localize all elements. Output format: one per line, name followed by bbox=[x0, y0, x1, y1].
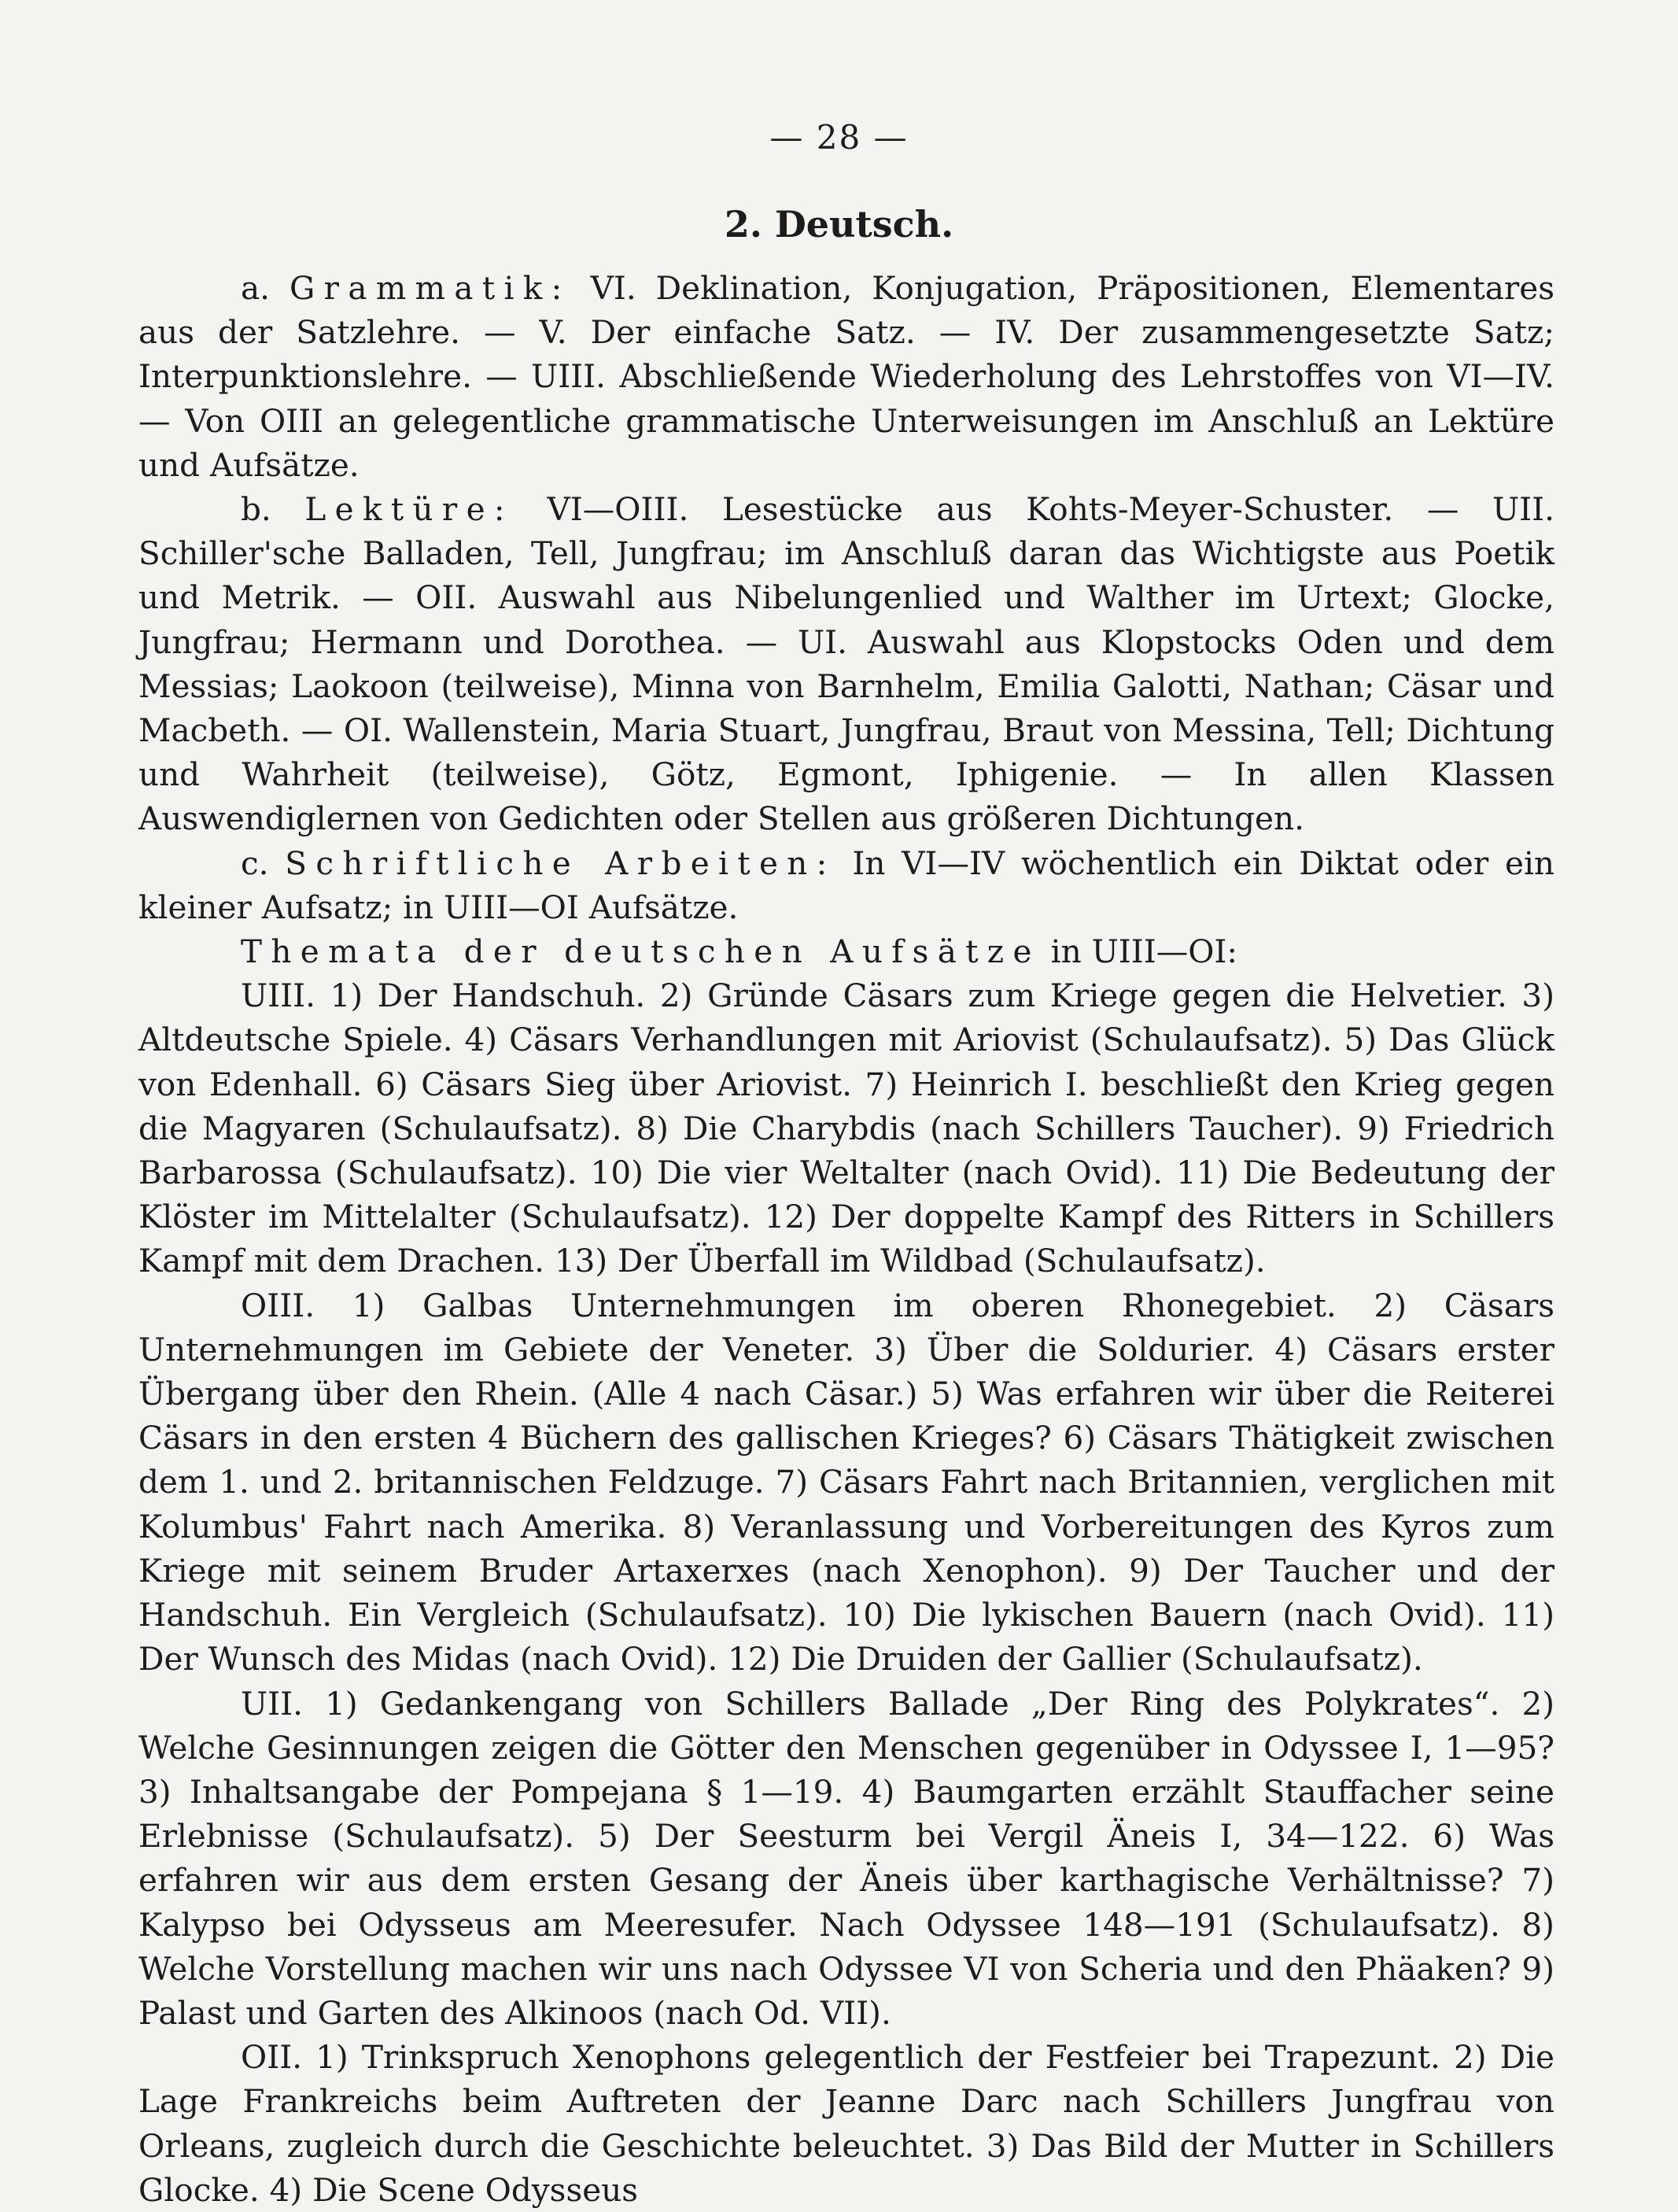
label-lektuere: Lektüre: bbox=[304, 490, 514, 529]
themata-uiii: UIII. 1) Der Handschuh. 2) Gründe Cäsars zum Kriege gegen die Helvetier. 3) Altdeutsche Spiele. 4) Cäsars Verhandlungen mit Ariovist (Schulaufsatz). 5) Das Glück von Edenhall. 6) Cäsars Sieg über Ariovist. 7) Heinrich I. beschließt den Krieg gegen die Magyaren (Schulaufsatz). 8) Die Charybdis (nach Schillers Taucher). 9) Friedrich Barbarossa (Schulaufsatz). 10) Die vier Weltalter (nach Ovid). 11) Die Bedeutung der Klöster im Mittelalter (Schulaufsatz). 12) Der doppelte Kampf des Ritters in Schillers Kampf mit dem Drachen. 13) Der Überfall im Wildbad (Schulaufsatz). bbox=[138, 977, 1554, 1280]
schriftliche-text: In VI—IV wöchentlich ein Diktat oder ein kleiner Aufsatz; in UIII—OI Aufsätze. bbox=[138, 844, 1554, 926]
themata-heading-label: Themata der deutschen Aufsätze bbox=[241, 932, 1041, 971]
body-text bbox=[138, 266, 1554, 2212]
paragraph-marker: b. bbox=[241, 490, 305, 529]
themata-oii: OII. 1) Trinkspruch Xenophons gelegentlich der Festfeier bei Trapezunt. 2) Die Lage Frankreichs beim Auftreten der Jeanne Darc nach Schillers Jungfrau von Orleans, zugleich durch die Geschichte beleuchtet. 3) Das Bild der Mutter in Schillers Glocke. 4) Die Scene Odysseus bbox=[138, 2038, 1554, 2209]
themata-uii: UII. 1) Gedankengang von Schillers Ballade „Der Ring des Polykrates“. 2) Welche Gesinnungen zeigen die Götter den Menschen gegenüber in Odyssee I, 1—95? 3) Inhaltsangabe der Pompejana § 1—19. 4) Baumgarten erzählt Stauffacher seine Erlebnisse (Schulaufsatz). 5) Der Seesturm bei Vergil Äneis I, 34—122. 6) Was erfahren wir aus dem ersten Gesang der Äneis über karthagische Verhältnisse? 7) Kalypso bei Odysseus am Meeresufer. Nach Odyssee 148—191 (Schulaufsatz). 8) Welche Vorstellung machen wir uns nach Odyssee VI von Scheria und den Phäaken? 9) Palast und Garten des Alkinoos (nach Od. VII). bbox=[138, 1684, 1554, 2032]
paragraph-marker: c. bbox=[241, 844, 286, 882]
themata-heading bbox=[138, 929, 1554, 973]
grammatik-text: VI. Deklination, Konjugation, Präpositionen, Elementares aus der Satzlehre. — V. Der einfache Satz. — IV. Der zusammengesetzte Satz; Interpunktionslehre. — UIII. Abschließende Wiederholung des Lehrstoffes von VI—IV. — Von OIII an gelegentliche grammatische Unterweisungen im Anschluß an Lektüre und Aufsätze. bbox=[138, 269, 1554, 484]
paragraph-lektuere bbox=[138, 487, 1554, 841]
themata-oiii: OIII. 1) Galbas Unternehmungen im oberen Rhonegebiet. 2) Cäsars Unternehmungen im Gebiete der Veneter. 3) Über die Soldurier. 4) Cäsars erster Übergang über den Rhein. (Alle 4 nach Cäsar.) 5) Was erfahren wir über die Reiterei Cäsars in den ersten 4 Büchern des gallischen Krieges? 6) Cäsars Thätigkeit zwischen dem 1. und 2. britannischen Feldzuge. 7) Cäsars Fahrt nach Britannien, verglichen mit Kolumbus' Fahrt nach Amerika. 8) Veranlassung und Vorbereitungen des Kyros zum Kriege mit seinem Bruder Artaxerxes (nach Xenophon). 9) Der Taucher und der Handschuh. Ein Vergleich (Schulaufsatz). 10) Die lykischen Bauern (nach Ovid). 11) Der Wunsch des Midas (nach Ovid). 12) Die Druiden der Gallier (Schulaufsatz). bbox=[138, 1286, 1554, 1678]
paragraph-marker: a. bbox=[241, 269, 290, 307]
page-number: — 28 — bbox=[769, 118, 909, 157]
paragraph-schriftliche-arbeiten bbox=[138, 841, 1554, 929]
label-grammatik: Grammatik: bbox=[289, 269, 571, 307]
lektuere-text: VI—OIII. Lesestücke aus Kohts-Meyer-Schuster. — UII. Schiller'sche Balladen, Tell, Jungfrau; im Anschluß daran das Wichtigste aus Poetik und Metrik. — OII. Auswahl aus Nibelungenlied und Walther im Urtext; Glocke, Jungfrau; Hermann und Dorothea. — UI. Auswahl aus Klopstocks Oden und dem Messias; Laokoon (teilweise), Minna von Barnhelm, Emilia Galotti, Nathan; Cäsar und Macbeth. — OI. Wallenstein, Maria Stuart, Jungfrau, Braut von Messina, Tell; Dichtung und Wahrheit (teilweise), Götz, Egmont, Iphigenie. — In allen Klassen Auswendiglernen von Gedichten oder Stellen aus größeren Dichtungen. bbox=[138, 490, 1554, 838]
themata-heading-suffix: in UIII—OI: bbox=[1040, 932, 1238, 971]
paragraph-grammatik bbox=[138, 266, 1554, 487]
label-schriftliche-arbeiten: Schriftliche Arbeiten: bbox=[285, 844, 836, 882]
section-heading: 2. Deutsch. bbox=[724, 203, 954, 246]
